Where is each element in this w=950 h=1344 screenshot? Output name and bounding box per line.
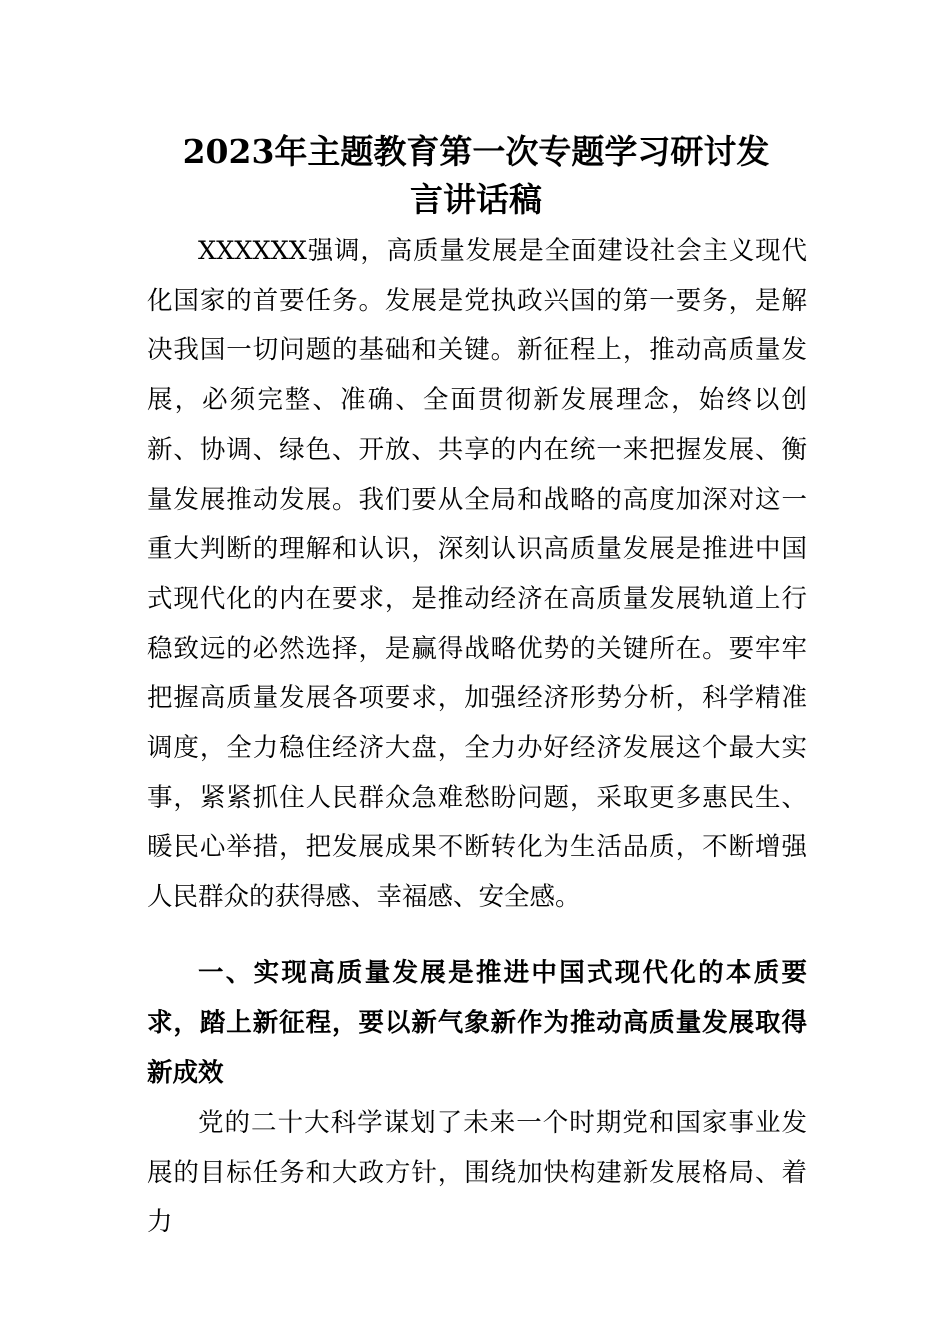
body-paragraph-2: 党的二十大科学谋划了未来一个时期党和国家事业发展的目标任务和大政方针，围绕加快构建新发展格局、着力 (147, 1108, 807, 1238)
body-paragraph-1: XXXXXX强调，高质量发展是全面建设社会主义现代化国家的首要任务。发展是党执政兴国的第一要务，是解决我国一切问题的基础和关键。新征程上，推动高质量发展，必须完整、准确、全面贯彻新发展理念，始终以创新、协调、绿色、开放、共享的内在统一来把握发展、衡量发展推动发展。我们要从全局和战略的高度加深对这一重大判断的理解和认识，深刻认识高质量发展是推进中国式现代化的内在要求，是推动经济在高质量发展轨道上行稳致远的必然选择，是赢得战略优势的关键所在。要牢牢把握高质量发展各项要求，加强经济形势分析，科学精准调度，全力稳住经济大盘，全力办好经济发展这个最大实事，紧紧抓住人民群众急难愁盼问题，采取更多惠民生、暖民心举措，把发展成果不断转化为生活品质，不断增强人民群众的获得感、幸福感、安全感。 (147, 236, 807, 913)
title-line-1: 2023年主题教育第一次专题学习研讨发 (182, 132, 770, 171)
section-heading-1: 一、实现高质量发展是推进中国式现代化的本质要求，踏上新征程，要以新气象新作为推动高质量发展取得新成效 (147, 958, 807, 1088)
title-line-2: 言讲话稿 (410, 180, 542, 219)
document-title (150, 128, 802, 224)
